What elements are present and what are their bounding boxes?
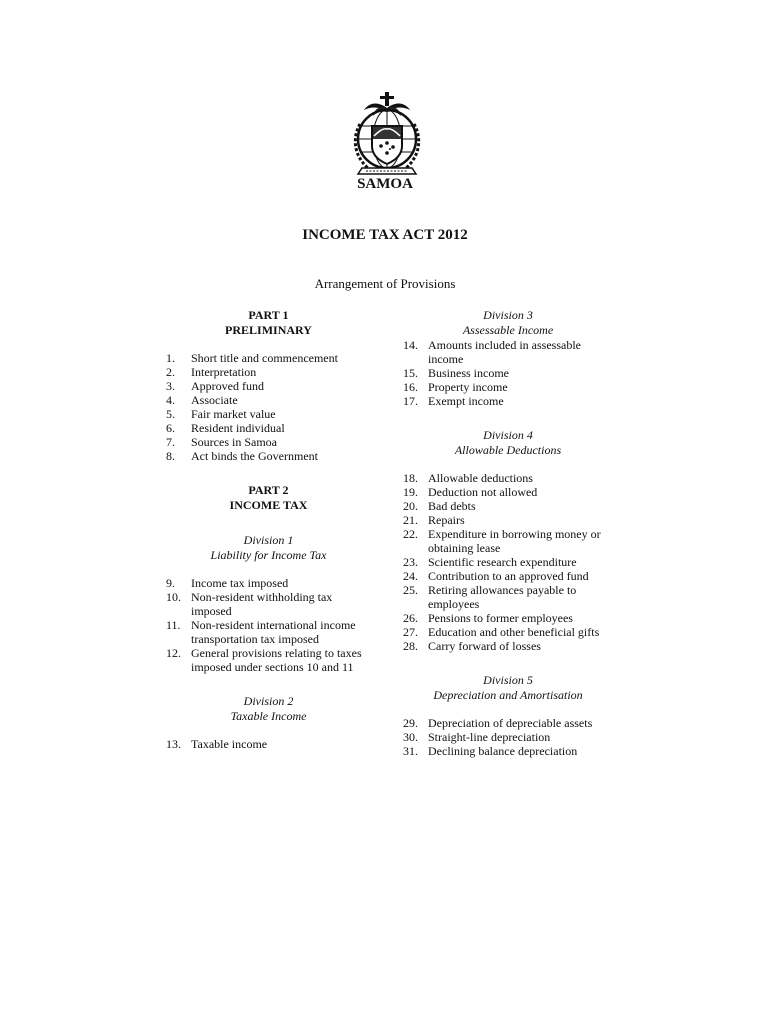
provision-number: 8. [166, 449, 175, 463]
provision-number: 17. [403, 394, 418, 408]
provision-number: 10. [166, 590, 181, 604]
provision-title: Deduction not allowed [428, 485, 538, 499]
provision-number: 21. [403, 513, 418, 527]
division-5-title: Depreciation and Amortisation [433, 688, 583, 702]
provision-title: Associate [191, 393, 238, 407]
country-name: SAMOA [357, 176, 413, 192]
provision-item [403, 471, 613, 485]
provision-number: 3. [166, 379, 175, 393]
provision-number: 18. [403, 471, 418, 485]
provision-title: Non-resident withholding tax imposed [191, 590, 333, 618]
provision-title: Non-resident international income transportation tax imposed [191, 618, 356, 646]
provision-item [403, 394, 613, 408]
provision-number: 2. [166, 365, 175, 379]
provision-number: 12. [166, 646, 181, 660]
provision-item [166, 737, 371, 751]
provision-title: Pensions to former employees [428, 611, 573, 625]
provision-item [166, 618, 371, 646]
part-1-provision-list [166, 351, 371, 463]
provision-number: 16. [403, 380, 418, 394]
provision-number: 7. [166, 435, 175, 449]
provision-title: Repairs [428, 513, 465, 527]
act-title: INCOME TAX ACT 2012 [302, 227, 468, 243]
division-3-title: Assessable Income [462, 323, 554, 337]
provision-item [403, 639, 613, 653]
division-3-label: Division 3 [483, 308, 533, 322]
part-1-title: PRELIMINARY [225, 323, 312, 337]
arrangement-heading: Arrangement of Provisions [314, 276, 456, 291]
provision-item [403, 513, 613, 527]
provision-number: 11. [166, 618, 181, 632]
provision-title: Fair market value [191, 407, 276, 421]
provision-title: Interpretation [191, 365, 257, 379]
part-2-label: PART 2 [248, 483, 289, 497]
provision-item [166, 590, 371, 618]
provision-item [166, 449, 371, 463]
provision-number: 25. [403, 583, 418, 597]
provision-item [166, 351, 371, 365]
provision-number: 14. [403, 338, 418, 352]
provision-title: Straight-line depreciation [428, 730, 551, 744]
provision-number: 6. [166, 421, 175, 435]
division-3-provision-list [403, 338, 613, 408]
provision-item [166, 379, 371, 393]
provision-item [166, 365, 371, 379]
provision-item [166, 576, 371, 590]
division-2-provision-list [166, 737, 371, 751]
provision-title: Exempt income [428, 394, 504, 408]
division-2-title: Taxable Income [230, 709, 307, 723]
provision-item [403, 625, 613, 639]
provision-number: 28. [403, 639, 418, 653]
provision-title: Retiring allowances payable to employees [428, 583, 577, 611]
provision-number: 23. [403, 555, 418, 569]
provision-item [403, 485, 613, 499]
provision-item [403, 366, 613, 380]
division-4-provision-list [403, 471, 613, 653]
provision-item [403, 499, 613, 513]
division-5-label: Division 5 [483, 673, 533, 687]
provision-item [166, 421, 371, 435]
provision-number: 19. [403, 485, 418, 499]
provision-number: 22. [403, 527, 418, 541]
provision-title: Allowable deductions [428, 471, 533, 485]
provision-item [166, 407, 371, 421]
division-5-provision-list [403, 716, 613, 758]
provision-number: 31. [403, 744, 418, 758]
provision-title: Bad debts [428, 499, 476, 513]
provision-title: Scientific research expenditure [428, 555, 577, 569]
provision-item [403, 716, 613, 730]
provision-number: 15. [403, 366, 418, 380]
part-2-title: INCOME TAX [229, 498, 308, 512]
provision-title: Taxable income [191, 737, 268, 751]
division-4-title: Allowable Deductions [454, 443, 562, 457]
division-2-label: Division 2 [243, 694, 294, 708]
provision-title: Contribution to an approved fund [428, 569, 589, 583]
provision-number: 30. [403, 730, 418, 744]
provision-item [403, 611, 613, 625]
provision-number: 1. [166, 351, 175, 365]
provision-item [403, 583, 613, 611]
samoa-coat-of-arms-icon [346, 90, 428, 176]
provision-number: 5. [166, 407, 175, 421]
provision-item [403, 569, 613, 583]
provision-item [166, 646, 371, 674]
provision-title: Income tax imposed [191, 576, 289, 590]
provision-item [166, 393, 371, 407]
provision-number: 9. [166, 576, 175, 590]
division-4-label: Division 4 [483, 428, 533, 442]
division-1-label: Division 1 [243, 533, 294, 547]
contents-left-column [166, 308, 371, 751]
provision-number: 4. [166, 393, 175, 407]
provision-item [403, 527, 613, 555]
provision-title: Property income [428, 380, 508, 394]
provision-title: Short title and commencement [191, 351, 338, 365]
provision-title: Act binds the Government [191, 449, 318, 463]
provision-item [403, 744, 613, 758]
provision-number: 24. [403, 569, 418, 583]
provision-title: Amounts included in assessable income [428, 338, 581, 366]
division-1-title: Liability for Income Tax [210, 548, 327, 562]
provision-title: Depreciation of depreciable assets [428, 716, 593, 730]
division-1-provision-list [166, 576, 371, 674]
provision-item [403, 730, 613, 744]
provision-title: Carry forward of losses [428, 639, 541, 653]
provision-title: General provisions relating to taxes imposed under sections 10 and 11 [191, 646, 362, 674]
provision-number: 26. [403, 611, 418, 625]
provision-title: Sources in Samoa [191, 435, 277, 449]
provision-item [403, 380, 613, 394]
provision-number: 13. [166, 737, 181, 751]
provision-item [403, 338, 613, 366]
provision-item [166, 435, 371, 449]
provision-number: 20. [403, 499, 418, 513]
provision-number: 27. [403, 625, 418, 639]
provision-title: Declining balance depreciation [428, 744, 578, 758]
provision-title: Business income [428, 366, 509, 380]
provision-item [403, 555, 613, 569]
provision-number: 29. [403, 716, 418, 730]
provision-title: Approved fund [191, 379, 264, 393]
contents-right-column [403, 308, 613, 758]
provision-title: Expenditure in borrowing money or obtaining lease [428, 527, 601, 555]
part-1-label: PART 1 [248, 308, 289, 322]
provision-title: Education and other beneficial gifts [428, 625, 600, 639]
provision-title: Resident individual [191, 421, 285, 435]
